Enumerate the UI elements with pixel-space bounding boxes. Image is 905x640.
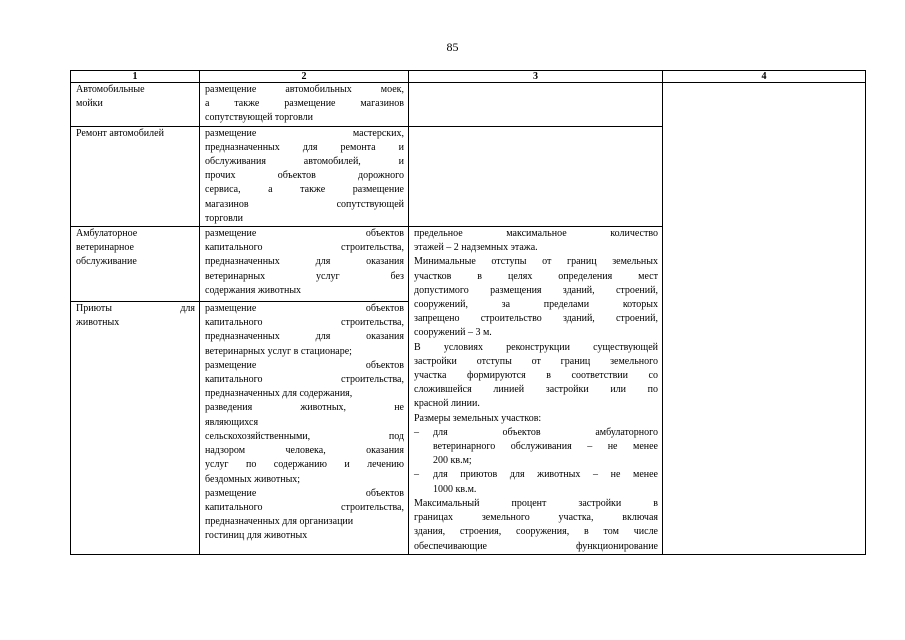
cell-line: Минимальные отступы от границ земельных bbox=[414, 256, 658, 268]
header-row bbox=[71, 71, 866, 83]
list-item bbox=[414, 468, 658, 496]
dash-marker: – bbox=[414, 426, 419, 438]
cell-line: надзором человека, оказания bbox=[205, 445, 404, 457]
cell-line: размещение объектов bbox=[205, 487, 404, 499]
cell-line: капитального строительства, bbox=[205, 242, 404, 254]
cell-line: Автомобильные bbox=[76, 84, 145, 95]
cell-line: обслуживание bbox=[76, 256, 137, 268]
cell-line: разведения животных, не bbox=[205, 402, 404, 414]
cell-line: 1000 кв.м. bbox=[433, 483, 477, 495]
cell-line: участка формируются в соответствии со bbox=[414, 370, 658, 382]
cell-line: запрещено строительство зданий, строений, bbox=[414, 313, 658, 325]
use-name-cell bbox=[71, 83, 200, 127]
parameters-cell bbox=[409, 126, 663, 226]
cell-line: предназначенных для оказания bbox=[205, 256, 404, 268]
cell-line: мойки bbox=[76, 98, 103, 110]
use-description-cell bbox=[200, 126, 409, 226]
cell-line: гостиниц для животных bbox=[205, 530, 308, 542]
cell-line: обеспечивающие функционирование bbox=[414, 540, 658, 552]
use-name-cell bbox=[71, 302, 200, 555]
cell-line: допустимого размещения зданий, строений, bbox=[414, 284, 658, 296]
cell-line: здания, строения, сооружения, в том числе bbox=[414, 526, 658, 538]
cell-line: сооружений – 3 м. bbox=[414, 327, 492, 339]
cell-line: магазинов сопутствующей bbox=[205, 198, 404, 210]
cell-line: сопутствующей торговли bbox=[205, 112, 313, 124]
dash-marker: – bbox=[414, 469, 419, 481]
header-col-4: 4 bbox=[663, 71, 866, 83]
cell-line: бездомных животных; bbox=[205, 473, 301, 485]
cell-line: размещение объектов bbox=[205, 359, 404, 371]
cell-line: торговли bbox=[205, 212, 244, 224]
cell-line: сооружений, за пределами которых bbox=[414, 299, 658, 311]
header-col-3: 3 bbox=[409, 71, 663, 83]
cell-line: содержания животных bbox=[205, 284, 302, 296]
cell-line: красной линии. bbox=[414, 398, 480, 410]
parameters-cell bbox=[409, 83, 663, 127]
cell-line: участков в целях определения мест bbox=[414, 270, 658, 282]
use-description-cell bbox=[200, 227, 409, 302]
cell-line: предназначенных для организации bbox=[205, 516, 354, 528]
list-item bbox=[414, 426, 658, 469]
col4-cell bbox=[663, 83, 866, 555]
cell-line: застройки отступы от границ земельного bbox=[414, 355, 658, 367]
cell-line: капитального строительства, bbox=[205, 374, 404, 386]
cell-line: услуг по содержанию и лечению bbox=[205, 459, 404, 471]
cell-line: предназначенных для оказания bbox=[205, 331, 404, 343]
page-number: 85 bbox=[446, 40, 459, 54]
cell-line: для объектов амбулаторного bbox=[433, 426, 658, 438]
use-description-cell bbox=[200, 83, 409, 127]
cell-line: предельное максимальное количество bbox=[414, 228, 658, 240]
cell-line: являющихся bbox=[205, 416, 259, 428]
cell-line: прочих объектов дорожного bbox=[205, 170, 404, 182]
cell-line: ветеринарных услуг без bbox=[205, 270, 404, 282]
cell-line: размещение объектов bbox=[205, 303, 404, 315]
cell-line: ветеринарных услуг в стационаре; bbox=[205, 345, 352, 357]
use-name-cell bbox=[71, 227, 200, 302]
table-row bbox=[71, 83, 866, 127]
cell-line: сельскохозяйственными, под bbox=[205, 430, 404, 442]
cell-line: границах земельного участка, включая bbox=[414, 512, 658, 524]
cell-line: животных bbox=[76, 317, 120, 329]
header-col-1: 1 bbox=[71, 71, 200, 83]
cell-line: Размеры земельных участков: bbox=[414, 412, 542, 424]
cell-line: для приютов для животных – не менее bbox=[433, 469, 658, 481]
parameters-cell bbox=[409, 227, 663, 555]
cell-line: размещение мастерских, bbox=[205, 127, 404, 139]
zoning-table bbox=[70, 70, 866, 555]
cell-line: предназначенных для содержания, bbox=[205, 388, 353, 400]
cell-line: а также размещение магазинов bbox=[205, 98, 404, 110]
cell-line: капитального строительства, bbox=[205, 317, 404, 329]
cell-line: Ремонт автомобилей bbox=[76, 127, 164, 139]
cell-line: сложившейся линией застройки или по bbox=[414, 384, 658, 396]
cell-line: размещение объектов bbox=[205, 228, 404, 240]
cell-line: этажей – 2 надземных этажа. bbox=[414, 242, 538, 254]
use-description-cell bbox=[200, 302, 409, 555]
cell-line: обслуживания автомобилей, и bbox=[205, 156, 404, 168]
cell-line: ветеринарного обслуживания – не менее bbox=[433, 441, 658, 453]
use-name-cell bbox=[71, 126, 200, 226]
cell-line: ветеринарное bbox=[76, 242, 134, 254]
header-col-2: 2 bbox=[200, 71, 409, 83]
cell-line: предназначенных для ремонта и bbox=[205, 141, 404, 153]
cell-line: размещение автомобильных моек, bbox=[205, 84, 404, 95]
cell-line: сервиса, а также размещение bbox=[205, 184, 404, 196]
cell-line: Амбулаторное bbox=[76, 228, 138, 240]
cell-line: капитального строительства, bbox=[205, 501, 404, 513]
cell-line: Максимальный процент застройки в bbox=[414, 497, 658, 509]
cell-line: 200 кв.м; bbox=[433, 455, 472, 467]
cell-line: В условиях реконструкции существующей bbox=[414, 341, 658, 353]
cell-line: Приюты для bbox=[76, 303, 195, 315]
